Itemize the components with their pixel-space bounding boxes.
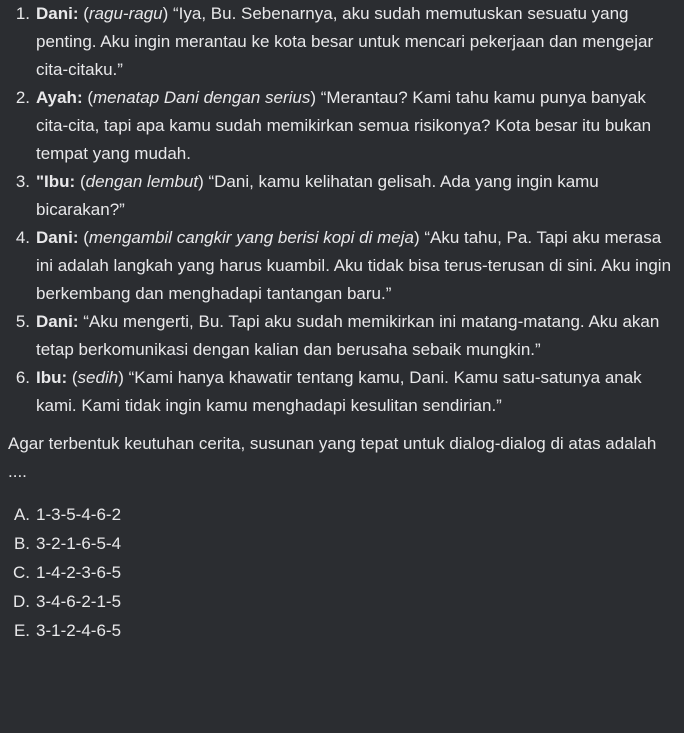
dialog-item-3	[8, 168, 676, 224]
stage-open: (	[78, 228, 89, 247]
question-text: Agar terbentuk keutuhan cerita, susunan yang tepat untuk dialog-dialog di atas adalah ....	[8, 434, 657, 481]
option-text: 1-3-5-4-6-2	[36, 505, 122, 524]
option-letter: C.	[13, 563, 30, 582]
stage-open: (	[82, 88, 93, 107]
option-text: 1-4-2-3-6-5	[36, 563, 122, 582]
speaker-name: Ibu:	[36, 368, 68, 387]
option-text: 3-1-2-4-6-5	[36, 621, 122, 640]
option-d[interactable]	[8, 587, 676, 616]
option-letter: D.	[13, 592, 30, 611]
dialog-item-4	[8, 224, 676, 308]
stage-direction: sedih	[77, 368, 119, 387]
speaker-name: Dani:	[36, 228, 79, 247]
option-e[interactable]	[8, 616, 676, 645]
dialog-item-6	[8, 364, 676, 420]
stage-open: (	[67, 368, 78, 387]
dialog-line: ) “Merantau? Kami tahu kamu punya banyak cita-cita, tapi apa kamu sudah memikirkan semua risikonya? Kota besar itu bukan tempat yang mudah.	[36, 88, 652, 163]
speaker-name: "Ibu:	[36, 172, 76, 191]
dialog-item-2	[8, 84, 676, 168]
option-c[interactable]	[8, 558, 676, 587]
dialog-number: 1.	[15, 4, 30, 23]
stage-open: (	[78, 4, 89, 23]
stage-direction: ragu-ragu	[88, 4, 163, 23]
dialog-list	[8, 0, 676, 420]
answer-options	[8, 500, 676, 645]
option-b[interactable]	[8, 529, 676, 558]
dialog-text	[36, 84, 676, 168]
option-a[interactable]	[8, 500, 676, 529]
dialog-number: 4.	[15, 228, 30, 247]
dialog-number: 5.	[15, 312, 30, 331]
dialog-text	[36, 0, 676, 84]
dialog-line: ) “Dani, kamu kelihatan gelisah. Ada yang ingin kamu bicarakan?”	[36, 172, 599, 219]
stage-direction: menatap Dani dengan serius	[93, 88, 311, 107]
speaker-name: Dani:	[36, 312, 79, 331]
dialog-line: ) “Aku tahu, Pa. Tapi aku merasa ini adalah langkah yang harus kuambil. Aku tidak bisa terus-terusan di sini. Aku ingin berkembang dan menghadapi tantangan baru.”	[36, 228, 672, 303]
dialog-number: 3.	[15, 172, 30, 191]
option-letter: A.	[13, 505, 30, 524]
dialog-text	[36, 308, 676, 364]
speaker-name: Ayah:	[36, 88, 83, 107]
dialog-line: “Aku mengerti, Bu. Tapi aku sudah memikirkan ini matang-matang. Aku akan tetap berkomunikasi dengan kalian dan berusaha sebaik mungkin.”	[36, 312, 660, 359]
stage-direction: dengan lembut	[85, 172, 199, 191]
dialog-number: 6.	[15, 368, 30, 387]
dialog-number: 2.	[15, 88, 30, 107]
option-text: 3-2-1-6-5-4	[36, 534, 122, 553]
dialog-text	[36, 224, 676, 308]
dialog-line: ) “Iya, Bu. Sebenarnya, aku sudah memutuskan sesuatu yang penting. Aku ingin merantau ke kota besar untuk mencari pekerjaan dan mengejar cita-citaku.”	[36, 4, 654, 79]
dialog-text	[36, 168, 676, 224]
option-text: 3-4-6-2-1-5	[36, 592, 122, 611]
stage-open: (	[75, 172, 86, 191]
dialog-line: ) “Kami hanya khawatir tentang kamu, Dani. Kamu satu-satunya anak kami. Kami tidak ingin kamu menghadapi kesulitan sendirian.”	[36, 368, 642, 415]
speaker-name: Dani:	[36, 4, 79, 23]
option-letter: B.	[13, 534, 30, 553]
dialog-text	[36, 364, 676, 420]
stage-direction: mengambil cangkir yang berisi kopi di meja	[88, 228, 414, 247]
dialog-item-1	[8, 0, 676, 84]
dialog-item-5	[8, 308, 676, 364]
option-letter: E.	[13, 621, 30, 640]
